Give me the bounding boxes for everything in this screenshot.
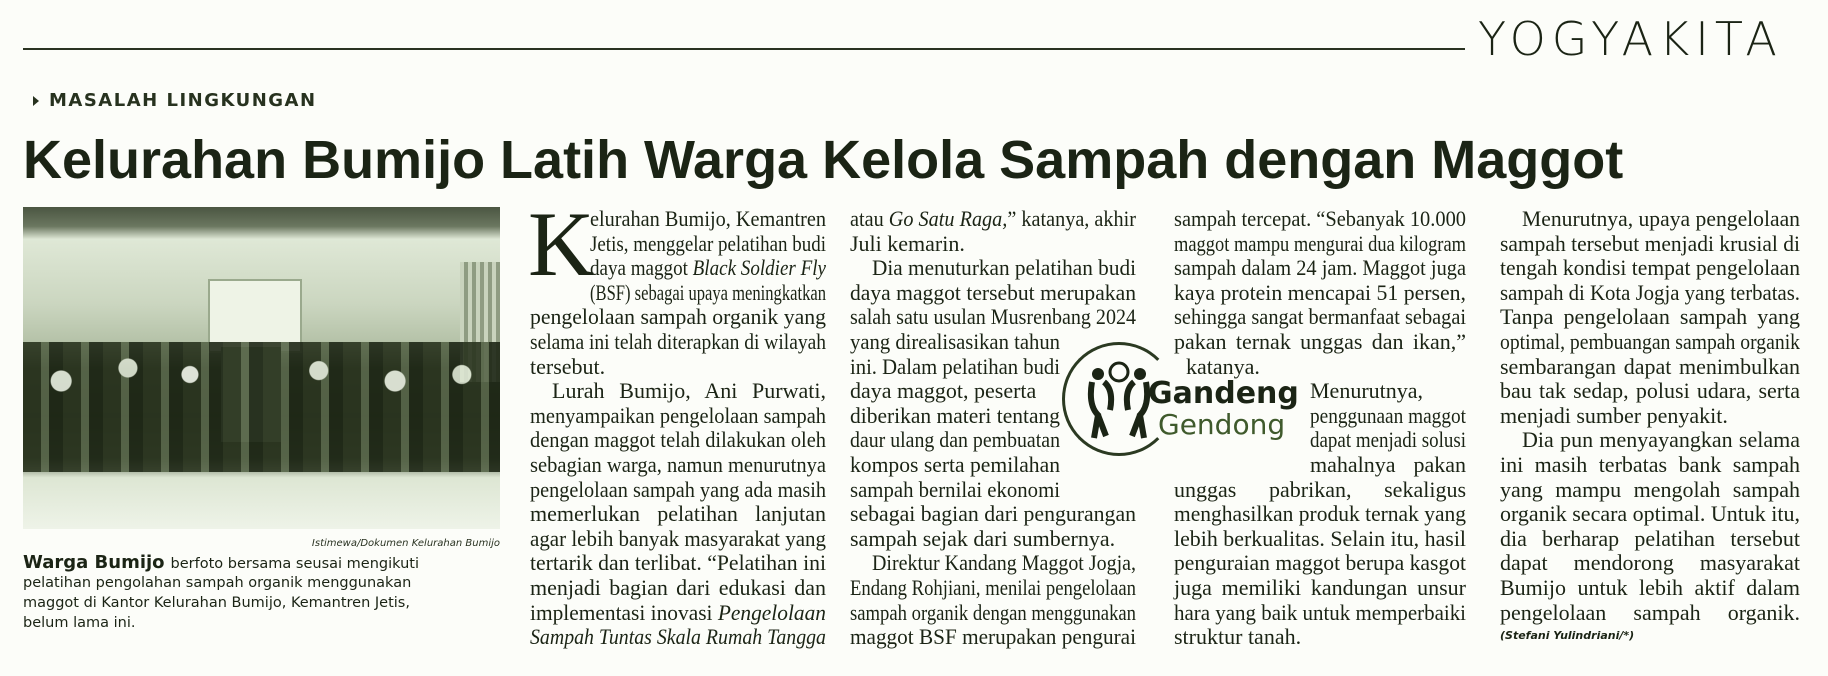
photo-caption bbox=[23, 553, 500, 633]
text-line: ini. Dalam pelatihan budi bbox=[850, 353, 1060, 379]
text-line: dapat menjadi solusi bbox=[1310, 427, 1466, 453]
text-line: sampah organik dengan menggunakan bbox=[850, 599, 1136, 625]
text-line: menyampaikan pengelolaan sampah bbox=[530, 402, 826, 428]
caption-line: maggot di Kantor Kelurahan Bumijo, Kemantren Jetis, bbox=[23, 595, 410, 611]
caption-line: pelatihan pengolahan sampah organik menggunakan bbox=[23, 575, 412, 591]
yogyakita-logo: YOGYAKITA bbox=[1478, 12, 1783, 66]
text-line: hara yang baik untuk memperbaiki bbox=[1174, 599, 1466, 625]
text-line: Dia pun menyayangkan selama bbox=[1522, 427, 1800, 453]
photo-credit: Istimewa/Dokumen Kelurahan Bumijo bbox=[311, 538, 500, 549]
text-line: kaya protein mencapai 51 persen, bbox=[1174, 279, 1466, 305]
text-line: penggunaan maggot bbox=[1310, 402, 1466, 428]
text-line: penguraian maggot berupa kasgot bbox=[1174, 550, 1466, 576]
text-line: diberikan materi tentang bbox=[850, 402, 1060, 428]
text-line: pakan ternak unggas dan ikan,” bbox=[1174, 328, 1466, 354]
text-line: kompos serta pemilahan bbox=[850, 451, 1060, 477]
text-line: sampah tersebut menjadi krusial di bbox=[1500, 230, 1800, 256]
logo-line-2: Gendong bbox=[1158, 408, 1286, 441]
text-line: Lurah Bumijo, Ani Purwati, bbox=[552, 378, 826, 404]
text-line: Endang Rohjiani, menilai pengelolaan bbox=[850, 574, 1136, 600]
header-rule bbox=[23, 48, 1465, 50]
photo-crowd bbox=[23, 342, 500, 472]
text-line: pengelolaan sampah organik yang bbox=[530, 304, 826, 330]
text-line: pengelolaan sampah yang ada masih bbox=[530, 476, 826, 502]
caption-line: berfoto bersama seusai mengikuti bbox=[170, 556, 419, 572]
text-line: Bumijo untuk lebih aktif dalam bbox=[1500, 574, 1800, 600]
text-line: sehingga sangat bermanfaat sebagai bbox=[1174, 304, 1466, 330]
text-line: juga memiliki kandungan unsur bbox=[1174, 574, 1466, 600]
text-line: katanya. bbox=[1186, 353, 1260, 379]
byline: (Stefani Yulindriani/*) bbox=[1500, 629, 1635, 643]
text-line: dapat mendorong masyarakat bbox=[1500, 550, 1800, 576]
text-line: tertarik dan terlibat. “Pelatihan ini bbox=[530, 550, 826, 576]
text-line: Direktur Kandang Maggot Jogja, bbox=[872, 550, 1136, 576]
text-line: lebih berkualitas. Selain itu, hasil bbox=[1174, 525, 1466, 551]
text-line: organik secara optimal. Untuk itu, bbox=[1500, 501, 1800, 527]
text-line: sampah di Kota Jogja yang terbatas. bbox=[1500, 279, 1800, 305]
text-line: menjadi sumber penyakit. bbox=[1500, 402, 1728, 428]
text-line: menghasilkan produk ternak yang bbox=[1174, 501, 1466, 527]
text-line: Jetis, menggelar pelatihan budi bbox=[590, 230, 826, 256]
text-line: atau Go Satu Raga,” katanya, akhir bbox=[850, 206, 1136, 231]
text-line: memerlukan pelatihan lanjutan bbox=[530, 501, 826, 527]
text-line: struktur tanah. bbox=[1174, 624, 1302, 650]
headline-text: Kelurahan Bumijo Latih Warga Kelola Sampah dengan Maggot bbox=[23, 130, 1624, 190]
article-column-1 bbox=[530, 207, 826, 650]
text-line: sampah sejak dari sumbernya. bbox=[850, 525, 1116, 551]
text-line: daya maggot, peserta bbox=[850, 378, 1037, 404]
text-line: maggot BSF merupakan pengurai bbox=[850, 624, 1136, 650]
text-line: (BSF) sebagai upaya meningkatkan bbox=[590, 279, 826, 305]
text-line: Menurutnya, upaya pengelolaan bbox=[1522, 206, 1800, 231]
text-line: maggot mampu mengurai dua kilogram bbox=[1174, 230, 1466, 256]
text-line: daur ulang dan pembuatan bbox=[850, 427, 1060, 453]
text-line: Juli kemarin. bbox=[850, 230, 965, 256]
text-line: daya maggot Black Soldier Fly bbox=[590, 255, 826, 281]
triangle-bullet-icon bbox=[33, 96, 39, 106]
section-kicker bbox=[33, 90, 317, 111]
text-line: elurahan Bumijo, Kemantren bbox=[590, 206, 826, 231]
text-line: implementasi inovasi Pengelolaan bbox=[530, 599, 826, 625]
text-line: optimal, pembuangan sampah organik bbox=[1500, 328, 1800, 354]
text-line: sebagian warga, namun menurutnya bbox=[530, 451, 826, 477]
text-line: pengelolaan sampah organik. bbox=[1500, 599, 1800, 625]
article-photo bbox=[23, 207, 500, 529]
text-line: Tanpa pengelolaan sampah yang bbox=[1500, 304, 1800, 330]
article-column-4 bbox=[1500, 207, 1800, 647]
text-line: Dia menuturkan pelatihan budi bbox=[872, 255, 1136, 281]
text-line: sampah dalam 24 jam. Maggot juga bbox=[1174, 255, 1466, 281]
text-line: tersebut. bbox=[530, 353, 606, 379]
text-line: yang mampu mengolah sampah bbox=[1500, 476, 1800, 502]
logo-line-1: Gandeng bbox=[1148, 376, 1299, 411]
text-line: sebagai bagian dari pengurangan bbox=[850, 501, 1136, 527]
text-line: sembarangan dapat menimbulkan bbox=[1500, 353, 1800, 379]
text-line: Menurutnya, bbox=[1310, 378, 1424, 404]
caption-line: belum lama ini. bbox=[23, 615, 136, 631]
kicker-label: MASALAH LINGKUNGAN bbox=[49, 90, 317, 111]
text-line: unggas pabrikan, sekaligus bbox=[1174, 476, 1466, 502]
text-line: agar lebih banyak masyarakat yang bbox=[530, 525, 826, 551]
text-line: sampah bernilai ekonomi bbox=[850, 476, 1060, 502]
caption-lead: Warga Bumijo bbox=[23, 552, 165, 573]
text-line: mahalnya pakan bbox=[1310, 451, 1466, 477]
text-line: daya maggot tersebut merupakan bbox=[850, 279, 1136, 305]
text-line: bau tak sedap, polusi udara, serta bbox=[1500, 378, 1800, 404]
text-line: ini masih terbatas bank sampah bbox=[1500, 451, 1800, 477]
text-line: Sampah Tuntas Skala Rumah Tangga bbox=[530, 624, 826, 650]
text-line: sampah tercepat. “Sebanyak 10.000 bbox=[1174, 206, 1466, 231]
text-line: dengan maggot telah dilakukan oleh bbox=[530, 427, 826, 453]
text-line: dia berharap pelatihan tersebut bbox=[1500, 525, 1800, 551]
text-line: menjadi bagian dari edukasi dan bbox=[530, 574, 826, 600]
text-line: yang direalisasikan tahun bbox=[850, 328, 1060, 354]
text-line: tengah kondisi tempat pengelolaan bbox=[1500, 255, 1800, 281]
gandeng-gendong-logo bbox=[1062, 340, 1302, 460]
drop-cap: K bbox=[528, 193, 595, 295]
text-line: salah satu usulan Musrenbang 2024 bbox=[850, 304, 1136, 330]
headline bbox=[23, 128, 1624, 192]
text-line: selama ini telah diterapkan di wilayah bbox=[530, 328, 826, 354]
dancing-figures-icon bbox=[1084, 360, 1154, 440]
